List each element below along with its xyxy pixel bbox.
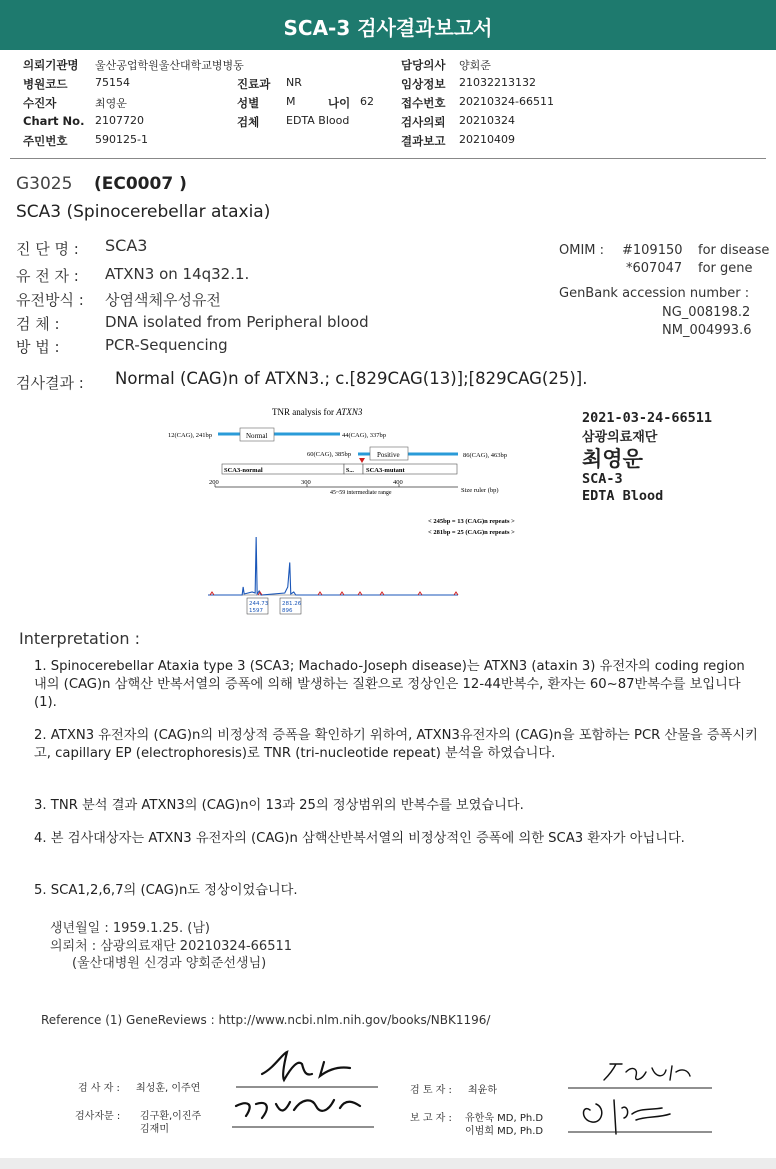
interpretation-3: 3. TNR 분석 결과 ATXN3의 (CAG)n이 13과 25의 정상범위의 반복수를 보였습니다. — [34, 798, 524, 813]
resident-no: 590125-1 — [95, 133, 148, 146]
reporter-signature — [566, 1094, 714, 1138]
test-code: G3025 — [16, 174, 73, 194]
normal-end-label: 44(CAG), 337bp — [342, 432, 387, 439]
tester-signature — [232, 1046, 382, 1092]
sex-label: 성별 — [237, 96, 260, 110]
tnr-chart — [160, 400, 560, 622]
specimen-info: DNA isolated from Peripheral blood — [105, 313, 369, 331]
test-code-2: (EC0007 ) — [94, 174, 187, 194]
clinical: 21032213132 — [459, 76, 536, 89]
sex: M — [286, 95, 296, 108]
patient: 최영운 — [95, 97, 127, 110]
ruler-label: Size ruler (bp) — [461, 487, 499, 494]
chart-title: TNR analysis for ATXN3 — [272, 407, 363, 417]
interpretation-4: 4. 본 검사대상자는 ATXN3 유전자의 (CAG)n 삼핵산반복서열의 비정상적인 증폭에 의한 SCA3 환자가 아닙니다. — [34, 831, 685, 846]
ruler-tick-label: 200 — [209, 479, 219, 486]
reporter-name-2: 이범희 MD, Ph.D — [465, 1126, 544, 1137]
label-receipt: 2021-03-24-66511 — [582, 410, 713, 426]
omim-disease-note: for disease — [698, 243, 770, 258]
patient-label: 수진자 — [23, 96, 57, 110]
header-divider — [10, 158, 766, 159]
reporter-label: 보 고 자 : — [410, 1113, 452, 1124]
specimen-info-label: 검 체 : — [16, 315, 60, 333]
dept-label: 진료과 — [237, 77, 271, 91]
request: 20210324 — [459, 114, 515, 127]
hospital-code: 75154 — [95, 76, 130, 89]
birth-date: 생년월일 : 1959.1.25. (남) — [50, 921, 211, 936]
advisor-names-1: 김구환,이진주 — [140, 1111, 202, 1122]
genbank-label: GenBank accession number : — [559, 286, 750, 301]
genbank-ng: NG_008198.2 — [662, 305, 751, 320]
interpretation-1: 1. Spinocerebellar Ataxia type 3 (SCA3; Machado-Joseph disease)는 ATXN3 (ataxin 3) 유전자의 coding region 내의 (CAG)n 삼핵산 반복서열의 증폭에 의해 발생하는 질환으로 정상인은 12-44반복수, 환자는 60~87반복수를 보입니다 (1). — [34, 659, 745, 710]
omim-label: OMIM : — [559, 243, 605, 258]
test-name: SCA3 (Spinocerebellar ataxia) — [16, 202, 271, 222]
cutoff-marker — [359, 458, 365, 463]
positive-start-label: 60(CAG), 385bp — [307, 451, 352, 458]
hospital-code-label: 병원코드 — [23, 77, 68, 91]
ruler-tick-label: 300 — [301, 479, 311, 486]
clinical-label: 임상정보 — [401, 77, 446, 91]
ruler-tick-label: 400 — [393, 479, 403, 486]
advisor-label: 검사자문 : — [75, 1111, 121, 1122]
repeat-note-1: < 245bp = 13 (CAG)n repeats > — [428, 518, 515, 525]
inheritance-label: 유전방식 : — [16, 291, 84, 309]
label-test: SCA-3 — [582, 471, 623, 487]
ruler-ticks — [209, 479, 403, 487]
reviewer-label: 검 토 자 : — [410, 1085, 452, 1096]
age-label: 나이 — [328, 96, 351, 110]
receipt-label: 접수번호 — [401, 96, 446, 110]
gene-label: 유 전 자 : — [16, 267, 79, 285]
receipt: 20210324-66511 — [459, 95, 554, 108]
resident-no-label: 주민번호 — [23, 134, 68, 148]
diagnosis: SCA3 — [105, 236, 148, 255]
institution-label: 의뢰기관명 — [23, 58, 79, 72]
requester-doctor: (울산대병원 신경과 양회준선생님) — [72, 956, 267, 971]
sca3-mutant-label: SCA3-mutant — [366, 467, 405, 474]
repeat-note-2: < 281bp = 25 (CAG)n repeats > — [428, 529, 515, 536]
doctor: 양회준 — [459, 59, 491, 72]
peak-1-size: 244.73 — [249, 601, 269, 607]
inheritance: 상염색체우성유전 — [105, 291, 221, 309]
label-specimen: EDTA Blood — [582, 488, 664, 504]
advisor-signature — [228, 1092, 378, 1134]
report-title: SCA-3 검사결과보고서 — [283, 16, 493, 40]
dept: NR — [286, 76, 302, 89]
intermediate-label: 45~59 intermediate range — [330, 490, 392, 496]
peak-1-height: 1597 — [249, 608, 263, 614]
specimen-label: 검체 — [237, 115, 260, 129]
normal-start-label: 12(CAG), 241bp — [168, 432, 213, 439]
chart-no: 2107720 — [95, 114, 144, 127]
reviewer-signature — [566, 1058, 714, 1092]
report-date-label: 결과보고 — [401, 134, 446, 148]
method: PCR-Sequencing — [105, 336, 228, 354]
tester-names: 최성훈, 이주연 — [136, 1083, 201, 1094]
report-title-bar — [0, 0, 776, 50]
diag-label: 진 단 명 : — [16, 240, 79, 258]
footer-band — [0, 1158, 776, 1169]
chart-no-label: Chart No. — [23, 114, 85, 128]
gene: ATXN3 on 14q32.1. — [105, 265, 250, 283]
method-label: 방 법 : — [16, 338, 60, 356]
institution: 울산공업학원울산대학교병병동 — [95, 59, 244, 72]
omim-gene: *607047 — [626, 261, 683, 276]
electropherogram-trace — [208, 537, 458, 595]
interpretation-2: 2. ATXN3 유전자의 (CAG)n의 비정상적 증폭을 확인하기 위하여, ATXN3유전자의 (CAG)n을 포함하는 PCR 산물을 증폭시키고, capillary EP (electrophoresis)로 TNR (tri-nucleotide repeat) 분석을 하였습니다. — [34, 728, 758, 761]
label-patient: 최영운 — [582, 447, 643, 471]
specimen: EDTA Blood — [286, 114, 350, 127]
tester-label: 검 사 자 : — [78, 1083, 120, 1094]
age: 62 — [360, 95, 374, 108]
result-label: 검사결과 : — [16, 374, 84, 392]
request-label: 검사의뢰 — [401, 115, 446, 129]
result-text: Normal (CAG)n of ATXN3.; c.[829CAG(13)];[829CAG(25)]. — [115, 369, 588, 388]
doctor-label: 담당의사 — [401, 58, 446, 72]
label-foundation: 삼광의료재단 — [582, 430, 658, 445]
requester: 의뢰처 : 삼광의료재단 20210324-66511 — [50, 939, 293, 954]
genbank-nm: NM_004993.6 — [662, 323, 752, 338]
omim-disease: #109150 — [622, 243, 683, 258]
report-date: 20210409 — [459, 133, 515, 146]
positive-end-label: 86(CAG), 463bp — [463, 452, 508, 459]
sca3-short-label: S... — [346, 468, 354, 474]
peak-2-size: 281.26 — [282, 601, 302, 607]
normal-label: Normal — [246, 432, 268, 440]
interpretation-title: Interpretation : — [19, 629, 140, 648]
omim-gene-note: for gene — [698, 261, 753, 276]
advisor-names-2: 김재미 — [140, 1124, 169, 1135]
sca3-normal-label: SCA3-normal — [224, 467, 263, 474]
peak-2-height: 896 — [282, 608, 293, 614]
reference: Reference (1) GeneReviews : http://www.ncbi.nlm.nih.gov/books/NBK1196/ — [41, 1013, 491, 1027]
positive-label: Positive — [377, 451, 400, 459]
reviewer-name: 최윤하 — [468, 1085, 497, 1096]
interpretation-5: 5. SCA1,2,6,7의 (CAG)n도 정상이었습니다. — [34, 883, 298, 898]
reporter-name-1: 유한욱 MD, Ph.D — [465, 1113, 544, 1124]
